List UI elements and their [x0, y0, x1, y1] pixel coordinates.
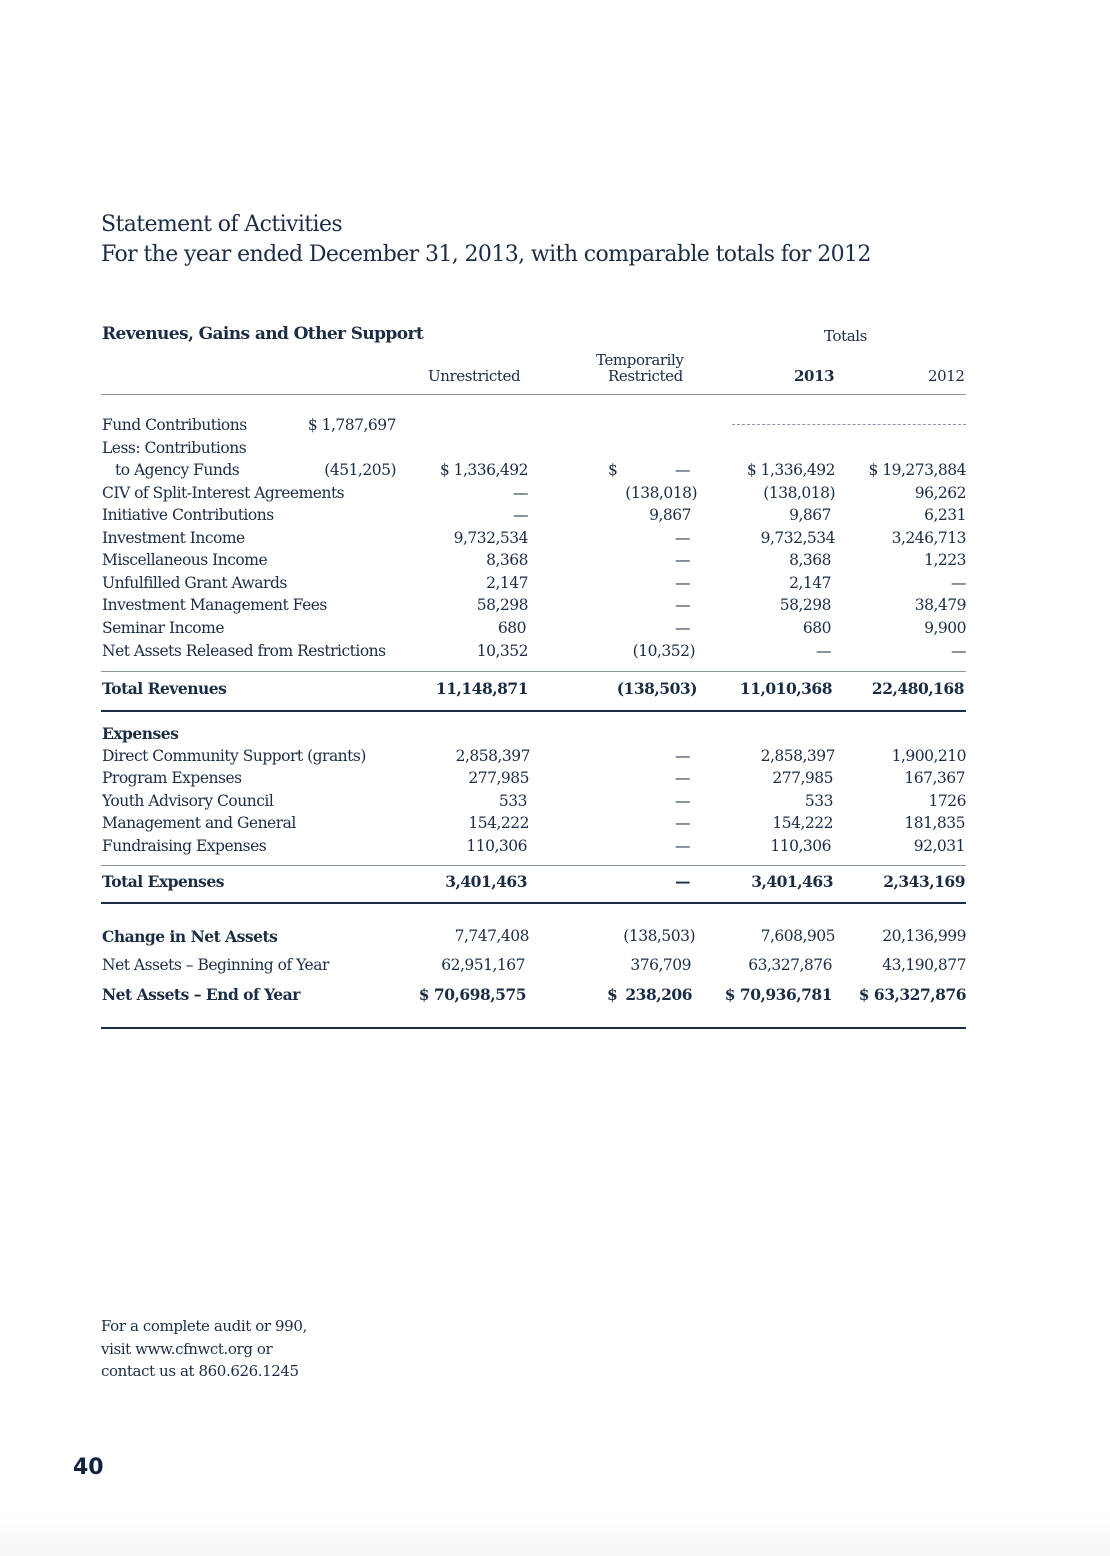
table-row: [0, 506, 1110, 528]
total-2012-value: —: [951, 642, 966, 660]
net-assets-end-row: [0, 985, 1110, 1007]
total-2012-value: 96,262: [914, 484, 966, 502]
unrestricted-value: 9,732,534: [453, 529, 528, 547]
total-2012-value: 22,480,168: [871, 679, 964, 698]
row-label: Total Revenues: [102, 679, 227, 698]
row-label: Investment Management Fees: [102, 596, 327, 614]
temporarily-value: —: [675, 619, 690, 637]
table-row: [0, 769, 1110, 791]
total-2013-value: $ 1,336,492: [746, 461, 835, 479]
unrestricted-value: 11,148,871: [435, 679, 528, 698]
unrestricted-value: 8,368: [486, 551, 528, 569]
total-2013-value: 2,147: [789, 574, 831, 592]
total-2013-value: 63,327,876: [748, 956, 832, 974]
temporarily-value: 376,709: [630, 956, 691, 974]
row-label: Net Assets Released from Restrictions: [102, 642, 386, 660]
temporarily-value: (138,503): [623, 927, 695, 945]
net-assets-bottom-rule: [101, 1027, 966, 1029]
row-label: to Agency Funds: [115, 461, 240, 479]
total-2012-value: 3,246,713: [891, 529, 966, 547]
row-label: Investment Income: [102, 529, 245, 547]
page-title: Statement of Activities: [101, 212, 343, 237]
total-2012-value: 92,031: [913, 837, 965, 855]
unrestricted-value: 10,352: [476, 642, 528, 660]
table-row: [0, 529, 1110, 551]
sub-value: (451,205): [324, 461, 396, 479]
unrestricted-value: 58,298: [476, 596, 528, 614]
row-label: Net Assets – Beginning of Year: [102, 956, 329, 974]
temporarily-value: (138,018): [625, 484, 697, 502]
total-2012-value: 2,343,169: [883, 872, 965, 891]
totals-header: Totals: [824, 327, 867, 345]
total-2013-value: 9,867: [789, 506, 831, 524]
footer-line: contact us at 860.626.1245: [101, 1362, 299, 1380]
total-2013-value: (138,018): [763, 484, 835, 502]
temporarily-value: [608, 461, 690, 479]
temporarily-value: [607, 985, 692, 1004]
expenses-total-rule: [101, 902, 966, 904]
row-label: Initiative Contributions: [102, 506, 274, 524]
temporarily-value: —: [675, 814, 690, 832]
page-number: 40: [73, 1455, 104, 1480]
temporarily-amount: 238,206: [625, 985, 692, 1004]
total-2012-value: 1,900,210: [891, 747, 966, 765]
total-2013-value: 154,222: [772, 814, 833, 832]
table-row: [0, 642, 1110, 664]
total-2013-value: 533: [804, 792, 833, 810]
table-row: [0, 416, 1110, 438]
section-heading-revenues: Revenues, Gains and Other Support: [102, 324, 424, 344]
total-2012-value: —: [951, 574, 966, 592]
unrestricted-value: 533: [498, 792, 527, 810]
unrestricted-value: $ 1,336,492: [439, 461, 528, 479]
table-row: [0, 574, 1110, 596]
table-row: [0, 439, 1110, 461]
total-2012-value: 167,367: [904, 769, 965, 787]
total-2013-value: 2,858,397: [760, 747, 835, 765]
temporarily-value: —: [675, 792, 690, 810]
temporarily-value: —: [675, 596, 690, 614]
total-2012-value: 1,223: [924, 551, 966, 569]
totals-dashed-rule: [732, 424, 966, 425]
row-label: Management and General: [102, 814, 296, 832]
row-label: Seminar Income: [102, 619, 224, 637]
row-label: Youth Advisory Council: [102, 792, 274, 810]
table-row: [0, 484, 1110, 506]
unrestricted-value: 277,985: [468, 769, 529, 787]
total-2012-value: 43,190,877: [882, 956, 966, 974]
total-2013-value: $ 70,936,781: [724, 985, 832, 1004]
expenses-subtotal-rule: [101, 865, 966, 866]
temporarily-value: —: [675, 747, 690, 765]
row-label: Fund Contributions: [102, 416, 247, 434]
page-subtitle: For the year ended December 31, 2013, with comparable totals for 2012: [101, 242, 871, 267]
total-revenues-row: [0, 679, 1110, 701]
column-header-temporarily-line1: Temporarily: [596, 351, 684, 369]
total-2013-value: 110,306: [770, 837, 831, 855]
table-row: [0, 814, 1110, 836]
table-row: [0, 792, 1110, 814]
unrestricted-value: 110,306: [466, 837, 527, 855]
row-label: Total Expenses: [102, 872, 224, 891]
row-label: Unfulfilled Grant Awards: [102, 574, 287, 592]
total-2012-value: 6,231: [924, 506, 966, 524]
unrestricted-value: —: [513, 484, 528, 502]
total-2013-value: 277,985: [772, 769, 833, 787]
dollar-sign: $: [607, 985, 618, 1004]
table-row: [0, 461, 1110, 483]
total-2013-value: 8,368: [789, 551, 831, 569]
total-2013-value: —: [816, 642, 831, 660]
table-row: [0, 747, 1110, 769]
unrestricted-value: 2,147: [486, 574, 528, 592]
row-label: Direct Community Support (grants): [102, 747, 366, 765]
total-2012-value: $ 63,327,876: [858, 985, 966, 1004]
column-header-2013: 2013: [794, 367, 835, 385]
temporarily-value: —: [675, 574, 690, 592]
section-heading-expenses: [0, 724, 1110, 746]
sub-value: $ 1,787,697: [307, 416, 396, 434]
total-2012-value: 9,900: [924, 619, 966, 637]
footer-line: visit www.cfnwct.org or: [101, 1339, 273, 1358]
temporarily-value: —: [675, 837, 690, 855]
row-label: Change in Net Assets: [102, 927, 278, 946]
column-header-2012: 2012: [928, 367, 965, 385]
temporarily-value: 9,867: [649, 506, 691, 524]
row-label: Miscellaneous Income: [102, 551, 268, 569]
total-2013-value: 7,608,905: [760, 927, 835, 945]
footer-note: [101, 1315, 361, 1383]
header-divider: [101, 394, 966, 395]
table-row: [0, 551, 1110, 573]
total-2012-value: 1726: [928, 792, 966, 810]
table-row: [0, 596, 1110, 618]
row-label: Fundraising Expenses: [102, 837, 267, 855]
total-2013-value: 3,401,463: [751, 872, 833, 891]
unrestricted-value: 154,222: [468, 814, 529, 832]
unrestricted-value: 3,401,463: [445, 872, 527, 891]
change-in-net-assets-row: [0, 927, 1110, 949]
table-row: [0, 837, 1110, 859]
table-row: [0, 619, 1110, 641]
revenues-subtotal-rule: [101, 671, 966, 672]
row-label: Net Assets – End of Year: [102, 985, 300, 1004]
total-2013-value: 680: [802, 619, 831, 637]
unrestricted-value: 7,747,408: [454, 927, 529, 945]
temporarily-value: —: [675, 551, 690, 569]
total-2012-value: 38,479: [914, 596, 966, 614]
unrestricted-value: 2,858,397: [455, 747, 530, 765]
revenues-total-rule: [101, 710, 966, 712]
temporarily-value: (138,503): [616, 679, 697, 698]
temporarily-value: —: [675, 872, 690, 891]
row-label: Program Expenses: [102, 769, 242, 787]
temporarily-amount: —: [675, 461, 690, 479]
row-label: Expenses: [102, 724, 179, 743]
net-assets-beginning-row: [0, 956, 1110, 978]
temporarily-value: —: [675, 529, 690, 547]
column-header-unrestricted: Unrestricted: [428, 367, 521, 385]
total-2012-value: 181,835: [904, 814, 965, 832]
footer-line: For a complete audit or 990,: [101, 1317, 307, 1335]
row-label: CIV of Split-Interest Agreements: [102, 484, 345, 502]
temporarily-value: (10,352): [632, 642, 695, 660]
column-header-temporarily-line2: Restricted: [608, 367, 683, 385]
unrestricted-value: 62,951,167: [441, 956, 525, 974]
unrestricted-value: $ 70,698,575: [418, 985, 526, 1004]
total-2013-value: 11,010,368: [739, 679, 832, 698]
temporarily-value: —: [675, 769, 690, 787]
total-expenses-row: [0, 872, 1110, 894]
total-2013-value: 58,298: [779, 596, 831, 614]
unrestricted-value: 680: [497, 619, 526, 637]
dollar-sign: $: [608, 461, 618, 479]
row-label: Less: Contributions: [102, 439, 247, 457]
total-2012-value: 20,136,999: [882, 927, 966, 945]
total-2012-value: $ 19,273,884: [868, 461, 966, 479]
unrestricted-value: —: [513, 506, 528, 524]
total-2013-value: 9,732,534: [760, 529, 835, 547]
